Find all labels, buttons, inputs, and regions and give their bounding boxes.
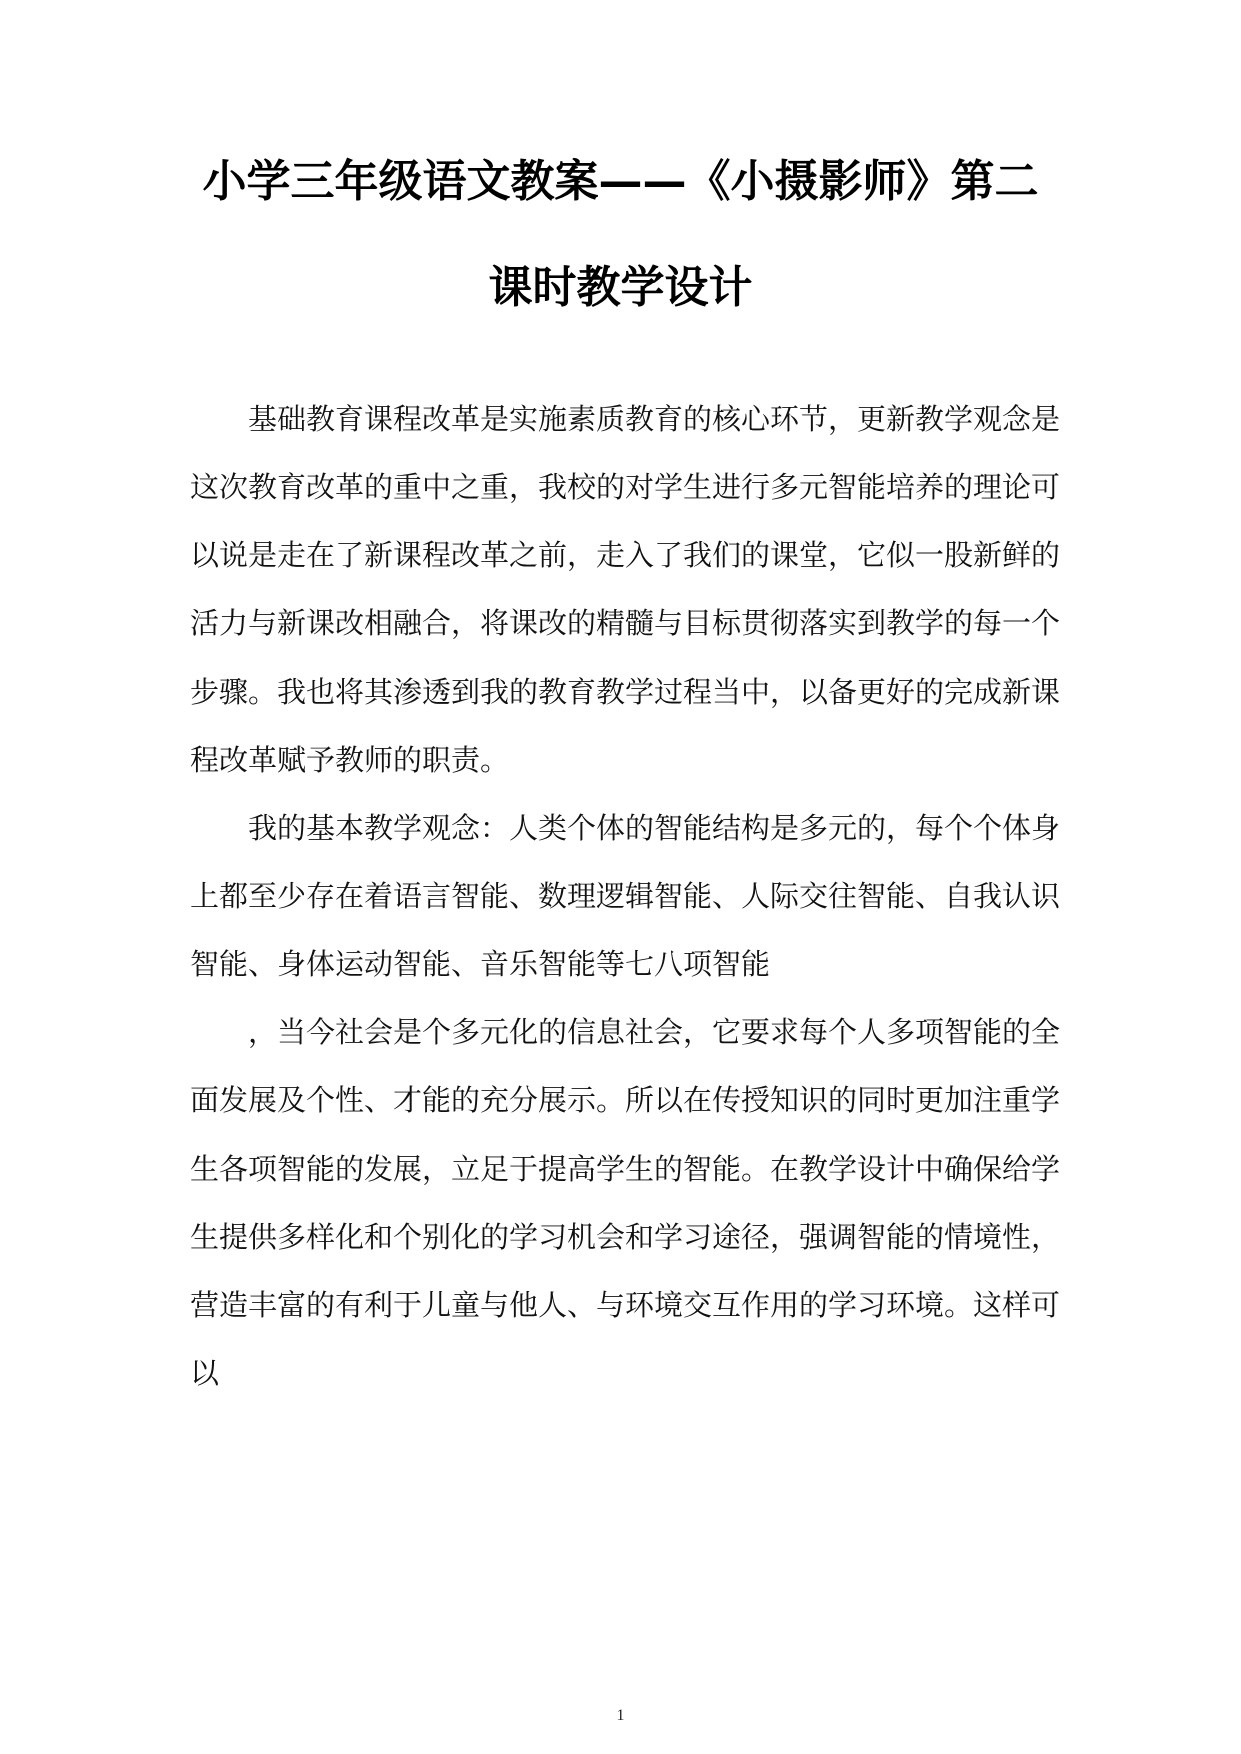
paragraph-1-line-6: 程改革赋予教师的职责。 [190, 743, 510, 777]
paragraph-1-line-1: 基础教育课程改革是实施素质教育的核心环节，更新教学观念是 [248, 402, 1061, 436]
paragraph-1-line-5: 步骤。我也将其渗透到我的教育教学过程当中，以备更好的完成新课 [190, 675, 1061, 709]
paragraph-2-line-1: 我的基本教学观念：人类个体的智能结构是多元的，每个个体身 [248, 811, 1061, 845]
paragraph-2-line-3: 智能、身体运动智能、音乐智能等七八项智能 [190, 947, 771, 981]
document-title-line-1: 小学三年级语文教案——《小摄影师》第二 [202, 156, 1039, 207]
paragraph-1-line-4: 活力与新课改相融合，将课改的精髓与目标贯彻落实到教学的每一个 [190, 606, 1061, 640]
paragraph-3-line-3: 生各项智能的发展，立足于提高学生的智能。在教学设计中确保给学 [190, 1152, 1061, 1186]
paragraph-2-line-2: 上都至少存在着语言智能、数理逻辑智能、人际交往智能、自我认识 [190, 879, 1061, 913]
paragraph-1-line-3: 以说是走在了新课程改革之前，走入了我们的课堂，它似一股新鲜的 [190, 538, 1061, 572]
paragraph-1-line-2: 这次教育改革的重中之重，我校的对学生进行多元智能培养的理论可 [190, 470, 1061, 504]
paragraph-3-line-2: 面发展及个性、才能的充分展示。所以在传授知识的同时更加注重学 [190, 1083, 1061, 1117]
paragraph-3-line-6: 以 [190, 1356, 220, 1390]
page-number: 1 [616, 1707, 625, 1724]
document-title-line-2: 课时教学设计 [488, 262, 753, 313]
paragraph-3-line-4: 生提供多样化和个别化的学习机会和学习途径，强调智能的情境性， [190, 1220, 1061, 1254]
paragraph-3-line-1: ，当今社会是个多元化的信息社会，它要求每个人多项智能的全 [248, 1015, 1061, 1049]
paragraph-3-line-5: 营造丰富的有利于儿童与他人、与环境交互作用的学习环境。这样可 [190, 1288, 1061, 1322]
